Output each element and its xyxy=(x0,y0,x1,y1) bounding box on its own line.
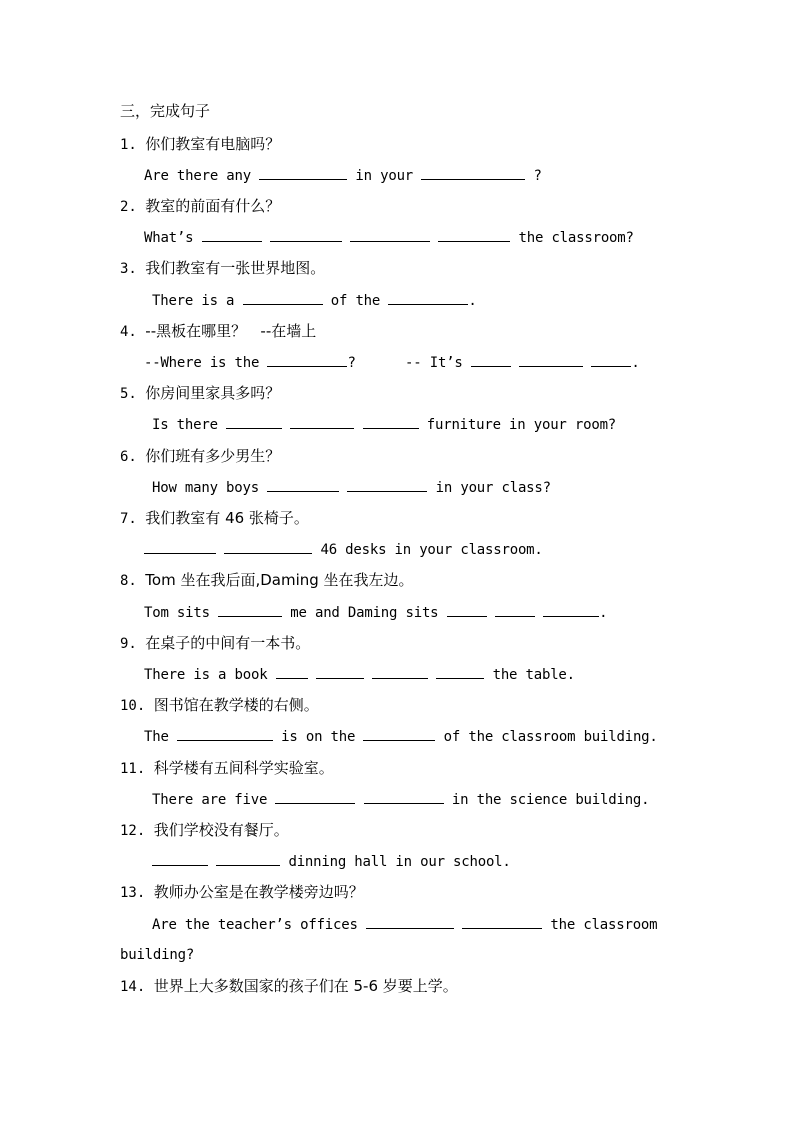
answer-blank[interactable] xyxy=(276,664,308,679)
answer-text: There are five xyxy=(152,792,276,808)
answer-text xyxy=(342,230,350,246)
answer-text: The xyxy=(144,729,177,745)
answer-blank[interactable] xyxy=(519,352,583,367)
answer-line-4 xyxy=(144,352,640,373)
question-number: 8. xyxy=(120,573,137,589)
answer-text: me and Daming sits xyxy=(282,605,447,621)
answer-text: 46 desks in your classroom. xyxy=(312,542,543,558)
answer-text: ? xyxy=(525,168,542,184)
section-title: 三，完成句子 xyxy=(120,102,211,120)
answer-line-9 xyxy=(144,664,575,685)
answer-blank[interactable] xyxy=(226,414,282,429)
answer-text: the table. xyxy=(484,667,575,683)
question-number: 2. xyxy=(120,199,137,215)
answer-blank[interactable] xyxy=(471,352,511,367)
answer-line-5 xyxy=(152,414,616,435)
answer-text: . xyxy=(599,605,608,621)
answer-text: dinning hall in our school. xyxy=(280,854,511,870)
answer-text xyxy=(583,355,591,371)
answer-line-10 xyxy=(144,726,658,747)
question-9 xyxy=(120,633,310,654)
answer-text: in your xyxy=(347,168,422,184)
answer-text: . xyxy=(631,355,640,371)
answer-text: . xyxy=(468,293,477,309)
question-5 xyxy=(120,383,280,404)
answer-line-6 xyxy=(152,477,551,498)
answer-blank[interactable] xyxy=(259,165,347,180)
question-10 xyxy=(120,695,319,716)
answer-blank[interactable] xyxy=(363,414,419,429)
answer-line-7 xyxy=(144,539,543,560)
question-number: 4. xyxy=(120,324,137,340)
answer-blank[interactable] xyxy=(216,851,280,866)
answer-line-12 xyxy=(152,851,511,872)
answer-text: There is a xyxy=(152,293,243,309)
answer-blank[interactable] xyxy=(347,477,427,492)
answer-blank[interactable] xyxy=(350,227,430,242)
question-text: 我们教室有 46 张椅子。 xyxy=(145,509,309,527)
answer-text xyxy=(364,667,372,683)
answer-line-1 xyxy=(144,165,542,186)
question-12 xyxy=(120,820,289,841)
question-8 xyxy=(120,570,414,591)
answer-text: in the science building. xyxy=(443,792,650,808)
answer-line-11 xyxy=(152,789,649,810)
question-number: 12. xyxy=(120,823,146,839)
answer-blank[interactable] xyxy=(591,352,631,367)
question-11 xyxy=(120,758,334,779)
question-text: 你们教室有电脑吗？ xyxy=(145,135,281,153)
answer-text xyxy=(511,355,519,371)
answer-text: building? xyxy=(120,947,195,963)
answer-blank[interactable] xyxy=(267,352,347,367)
question-text: 教师办公室是在教学楼旁边吗？ xyxy=(153,883,364,901)
answer-text: is on the xyxy=(272,729,364,745)
question-7 xyxy=(120,508,309,529)
answer-text: What’s xyxy=(144,230,202,246)
question-text: Tom 坐在我后面,Daming 坐在我左边。 xyxy=(145,571,414,589)
question-number: 5. xyxy=(120,386,137,402)
question-text: 图书馆在教学楼的右侧。 xyxy=(153,696,319,714)
question-2 xyxy=(120,196,280,217)
question-text: 科学楼有五间科学实验室。 xyxy=(153,759,334,777)
answer-blank[interactable] xyxy=(372,664,428,679)
question-number: 11. xyxy=(120,761,146,777)
answer-blank[interactable] xyxy=(366,914,454,929)
question-number: 3. xyxy=(120,261,137,277)
question-number: 1. xyxy=(120,137,137,153)
answer-text: the classroom? xyxy=(510,230,634,246)
answer-text: Are the teacher’s offices xyxy=(152,917,366,933)
question-text: 我们学校没有餐厅。 xyxy=(153,821,289,839)
question-number: 13. xyxy=(120,885,146,901)
answer-text xyxy=(282,417,290,433)
answer-blank[interactable] xyxy=(316,664,364,679)
answer-text xyxy=(208,854,216,870)
answer-text xyxy=(339,480,347,496)
question-number: 7. xyxy=(120,511,137,527)
question-text: 教室的前面有什么？ xyxy=(145,197,281,215)
answer-blank[interactable] xyxy=(436,664,484,679)
answer-text: furniture in your room? xyxy=(418,417,617,433)
question-text: 世界上大多数国家的孩子们在 5-6 岁要上学。 xyxy=(153,977,458,995)
question-text: --黑板在哪里？ --在墙上 xyxy=(145,322,317,340)
question-14 xyxy=(120,976,458,997)
answer-blank[interactable] xyxy=(152,851,208,866)
answer-line-13-continued xyxy=(120,945,194,965)
question-13 xyxy=(120,882,364,903)
answer-text xyxy=(535,605,543,621)
answer-text xyxy=(487,605,495,621)
answer-text: Is there xyxy=(152,417,227,433)
answer-text xyxy=(428,667,436,683)
answer-text: How many boys xyxy=(152,480,268,496)
answer-line-3 xyxy=(152,290,477,311)
question-1 xyxy=(120,134,280,155)
answer-blank[interactable] xyxy=(363,726,435,741)
answer-blank[interactable] xyxy=(462,914,542,929)
question-4 xyxy=(120,321,316,342)
question-number: 9. xyxy=(120,636,137,652)
answer-text xyxy=(430,230,438,246)
answer-text xyxy=(262,230,270,246)
answer-blank[interactable] xyxy=(218,602,282,617)
answer-blank[interactable] xyxy=(421,165,525,180)
answer-text: ? -- It’s xyxy=(347,355,471,371)
answer-text: in your class? xyxy=(427,480,551,496)
answer-blank[interactable] xyxy=(495,602,535,617)
answer-text: --Where is the xyxy=(144,355,268,371)
question-number: 14. xyxy=(120,979,146,995)
answer-text xyxy=(216,542,224,558)
question-text: 我们教室有一张世界地图。 xyxy=(145,259,326,277)
answer-line-13 xyxy=(152,914,657,935)
answer-blank[interactable] xyxy=(543,602,599,617)
answer-blank[interactable] xyxy=(290,414,354,429)
answer-line-2 xyxy=(144,227,634,248)
answer-text: of the xyxy=(322,293,389,309)
answer-line-8 xyxy=(144,602,607,623)
answer-blank[interactable] xyxy=(275,789,355,804)
question-3 xyxy=(120,258,325,279)
question-text: 你房间里家具多吗？ xyxy=(145,384,281,402)
answer-text: Are there any xyxy=(144,168,260,184)
answer-blank[interactable] xyxy=(177,726,273,741)
answer-blank[interactable] xyxy=(267,477,339,492)
answer-text: There is a book xyxy=(144,667,276,683)
answer-text xyxy=(308,667,316,683)
question-number: 6. xyxy=(120,449,137,465)
answer-blank[interactable] xyxy=(243,290,323,305)
answer-text xyxy=(354,417,362,433)
answer-blank[interactable] xyxy=(447,602,487,617)
answer-text: of the classroom building. xyxy=(435,729,658,745)
answer-blank[interactable] xyxy=(388,290,468,305)
question-text: 你们班有多少男生？ xyxy=(145,447,281,465)
answer-text: Tom sits xyxy=(144,605,219,621)
answer-blank[interactable] xyxy=(202,227,262,242)
answer-blank[interactable] xyxy=(270,227,342,242)
answer-text xyxy=(355,792,363,808)
question-number: 10. xyxy=(120,698,146,714)
answer-blank[interactable] xyxy=(438,227,510,242)
answer-blank[interactable] xyxy=(144,539,216,554)
answer-text: the classroom xyxy=(542,917,658,933)
question-6 xyxy=(120,446,280,467)
answer-blank[interactable] xyxy=(224,539,312,554)
answer-text xyxy=(454,917,462,933)
answer-blank[interactable] xyxy=(364,789,444,804)
question-text: 在桌子的中间有一本书。 xyxy=(145,634,311,652)
